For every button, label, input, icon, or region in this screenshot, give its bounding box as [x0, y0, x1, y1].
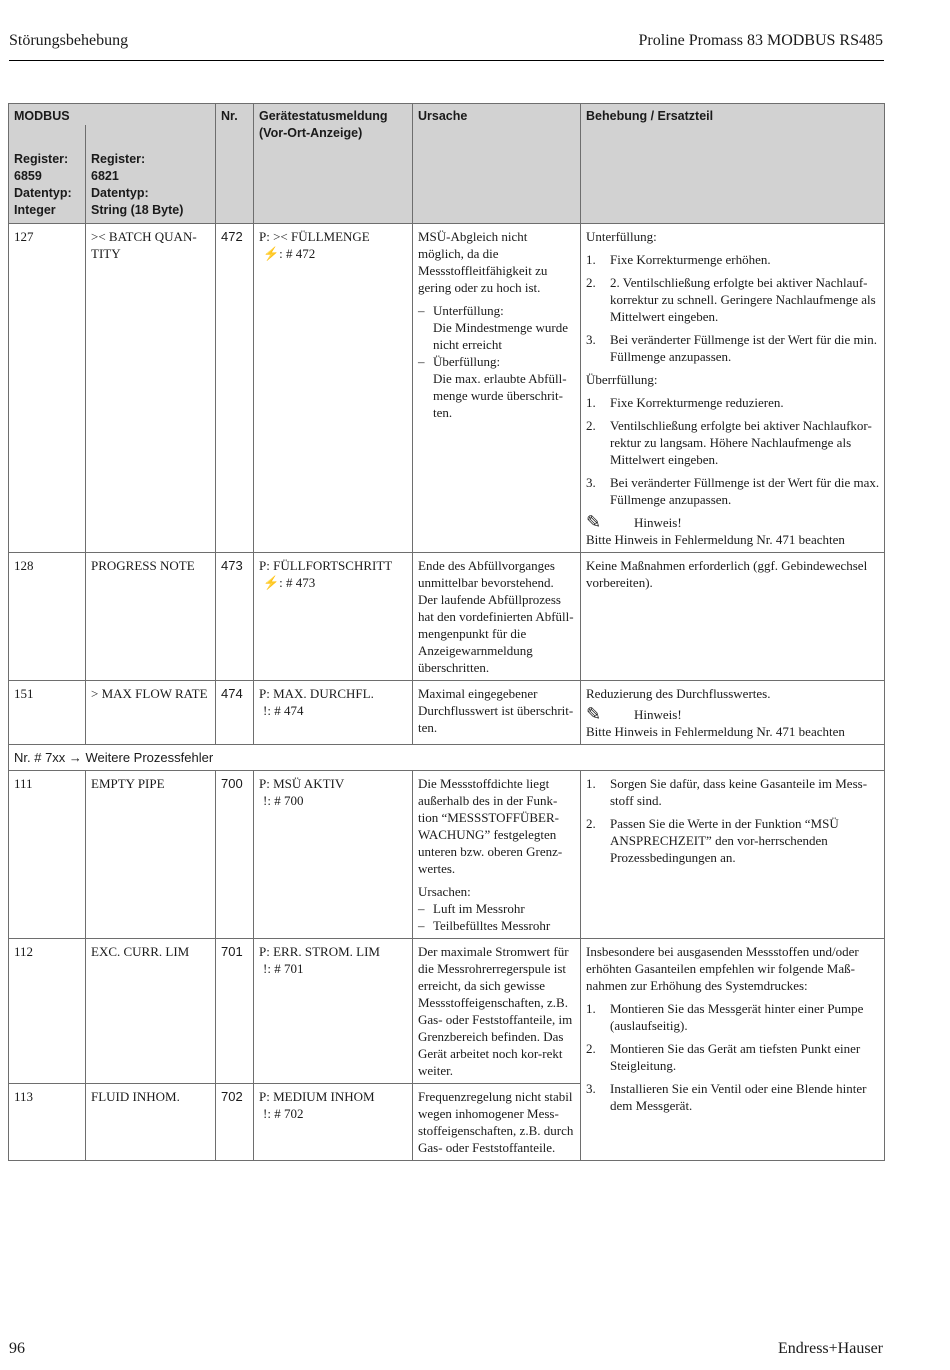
status-line1: P: MSÜ AKTIV	[259, 776, 345, 791]
cell-reg1: 112	[9, 939, 86, 1084]
header-status-line1: Gerätestatusmeldung	[259, 109, 388, 123]
cell-reg2: EMPTY PIPE	[86, 771, 216, 939]
cell-reg1: 111	[9, 771, 86, 939]
table-header-row	[9, 104, 885, 126]
status-line2: !: # 474	[263, 703, 304, 718]
pencil-note-icon: ✎	[586, 704, 602, 724]
remedy-under-list	[586, 251, 880, 365]
cell-remedy-shared	[581, 939, 885, 1161]
remedy-list	[586, 1000, 880, 1114]
cell-reg1: 127	[9, 224, 86, 553]
header-status-line2: (Vor-Ort-Anzeige)	[259, 126, 363, 140]
reg2-label: Register:	[91, 152, 146, 166]
hint-block	[586, 514, 880, 531]
cell-reg2: EXC. CURR. LIM	[86, 939, 216, 1084]
cell-status	[254, 771, 413, 939]
cell-reg1: 128	[9, 553, 86, 681]
status-line2: !: # 701	[263, 961, 304, 976]
list-item: 1. Fixe Korrekturmenge erhöhen.	[586, 252, 771, 267]
status-line2: ⚡: # 472	[263, 246, 316, 261]
header-section-title: Störungsbehebung	[9, 32, 129, 49]
hint-text: Bitte Hinweis in Fehlermeldung Nr. 471 beachten	[586, 724, 845, 739]
status-line1: P: ERR. STROM. LIM	[259, 944, 380, 959]
section-row	[9, 745, 885, 771]
list-item: 3. Installieren Sie ein Ventil oder eine Blende hinter dem Messgerät.	[586, 1081, 867, 1113]
cause-list	[418, 900, 576, 934]
cell-cause: Frequenzregelung nicht stabil wegen inhomogener Mess-stoffeigenschaften, z.B. durch Gas- oder Feststoffanteile.	[413, 1084, 581, 1161]
cell-remedy	[581, 224, 885, 553]
remedy-list	[586, 775, 880, 866]
cell-reg2: FLUID INHOM.	[86, 1084, 216, 1161]
reg2-type: String (18 Byte)	[91, 203, 184, 217]
reg2-text-cont: TITY	[91, 246, 121, 261]
cell-nr: 702	[216, 1084, 254, 1161]
remedy-over-list	[586, 394, 880, 508]
list-item: – Teilbefülltes Messrohr	[418, 918, 551, 933]
cell-status	[254, 939, 413, 1084]
cause-intro: MSÜ-Abgleich nicht möglich, da die Messstoffleitfähigkeit zu gering oder zu hoch ist.	[418, 229, 548, 295]
error-table	[8, 103, 885, 1161]
table-row	[9, 771, 885, 939]
header-register-1	[9, 125, 86, 224]
cell-reg2: PROGRESS NOTE	[86, 553, 216, 681]
pencil-note-icon: ✎	[586, 512, 602, 532]
cell-cause: Maximal eingegebener Durchflusswert ist überschrit-ten.	[413, 681, 581, 745]
cell-status	[254, 553, 413, 681]
remedy-under-label: Unterfüllung:	[586, 229, 657, 244]
reg1-type: Integer	[14, 203, 56, 217]
cell-cause: Der maximale Stromwert für die Messrohrerregerspule ist erreicht, da sich gewisse Messstoffeigenschaften, z.B. Gas- oder Feststoffanteile, im Grenzbereich befinden. Das Gerät arbeitet noch kor-rekt weiter.	[413, 939, 581, 1084]
cell-remedy	[581, 771, 885, 939]
cell-reg1: 113	[9, 1084, 86, 1161]
cell-cause	[413, 771, 581, 939]
status-line1: P: FÜLLFORTSCHRITT	[259, 558, 393, 573]
list-item: – Unterfüllung:	[418, 303, 504, 318]
header-nr: Nr.	[216, 104, 254, 224]
status-line1: P: MEDIUM INHOM	[259, 1089, 375, 1104]
reg2-value: 6821	[91, 169, 119, 183]
list-item: 1. Montieren Sie das Messgerät hinter einer Pumpe (auslaufseitig).	[586, 1001, 864, 1033]
reg1-type-label: Datentyp:	[14, 186, 72, 200]
cause-text: Die Messstoffdichte liegt außerhalb des in der Funk-tion “MESSSTOFFÜBER-WACHUNG” festgelegten unteren bzw. oberen Grenz-wertes.	[418, 776, 563, 876]
cell-reg2: > MAX FLOW RATE	[86, 681, 216, 745]
footer-brand: Endress+Hauser	[778, 1340, 883, 1357]
table-row	[9, 681, 885, 745]
table-row	[9, 553, 885, 681]
header-rule	[9, 60, 884, 61]
header-modbus: MODBUS	[9, 104, 216, 126]
list-item: 3. Bei veränderter Füllmenge ist der Wert für die max. Füllmenge anzupassen.	[586, 475, 880, 507]
header-cause: Ursache	[413, 104, 581, 224]
status-line2: !: # 700	[263, 793, 304, 808]
header-status	[254, 104, 413, 224]
hint-block	[586, 706, 880, 723]
hint-text: Bitte Hinweis in Fehlermeldung Nr. 471 beachten	[586, 532, 845, 547]
remedy-text: Reduzierung des Durchflusswertes.	[586, 686, 771, 701]
status-line2: !: # 702	[263, 1106, 304, 1121]
page-number: 96	[9, 1340, 25, 1357]
cell-remedy: Keine Maßnahmen erforderlich (ggf. Gebindewechsel vorbereiten).	[581, 553, 885, 681]
cell-cause	[413, 224, 581, 553]
reg1-value: 6859	[14, 169, 42, 183]
reg1-label: Register:	[14, 152, 69, 166]
list-item: – Luft im Messrohr	[418, 901, 525, 916]
cause-sub-label: Ursachen:	[418, 884, 471, 899]
status-line1: P: MAX. DURCHFL.	[259, 686, 374, 701]
cell-nr: 473	[216, 553, 254, 681]
reg2-type-label: Datentyp:	[91, 186, 149, 200]
list-item: 1. Sorgen Sie dafür, dass keine Gasanteile im Mess-stoff sind.	[586, 776, 868, 808]
list-item: Die Mindestmenge wurde nicht erreicht	[433, 320, 569, 352]
cell-reg1: 151	[9, 681, 86, 745]
list-item: – Überfüllung:	[418, 354, 501, 369]
list-item: Die max. erlaubte Abfüll-menge wurde überschrit-ten.	[433, 371, 567, 420]
remedy-intro: Insbesondere bei ausgasenden Messstoffen und/oder erhöhten Gasanteilen empfehlen wir folgende Maß-nahmen zur Erhöhung des Systemdruckes:	[586, 944, 859, 993]
cell-status	[254, 681, 413, 745]
cell-status	[254, 224, 413, 553]
status-line2: ⚡: # 473	[263, 575, 316, 590]
table-row	[9, 224, 885, 553]
reg2-text: >< BATCH QUAN-	[91, 229, 197, 244]
status-line1: P: >< FÜLLMENGE	[259, 229, 370, 244]
cause-list	[418, 302, 576, 421]
cell-status	[254, 1084, 413, 1161]
list-item: 2. Ventilschließung erfolgte bei aktiver Nachlaufkor-rektur zu langsam. Höhere Nachlaufmenge als Mittelwert eingeben.	[586, 418, 872, 467]
cell-cause: Ende des Abfüllvorganges unmittelbar bevorstehend. Der laufende Abfüllprozess hat den vordefinierten Abfüll-mengenpunkt für die Anzeigewarnmeldung überschritten.	[413, 553, 581, 681]
cell-nr: 474	[216, 681, 254, 745]
list-item: 2. Montieren Sie das Gerät am tiefsten Punkt einer Steigleitung.	[586, 1041, 861, 1073]
cell-nr: 701	[216, 939, 254, 1084]
section-title: Nr. # 7xx → Weitere Prozessfehler	[9, 745, 885, 771]
list-item: 3. Bei veränderter Füllmenge ist der Wert für die min. Füllmenge anzupassen.	[586, 332, 877, 364]
cell-remedy	[581, 681, 885, 745]
list-item: 2. Passen Sie die Werte in der Funktion “MSÜ ANSPRECHZEIT” den vor-herrschenden Prozessbedingungen an.	[586, 816, 839, 865]
hint-label: Hinweis!	[634, 707, 682, 722]
list-item: 1. Fixe Korrekturmenge reduzieren.	[586, 395, 784, 410]
hint-label: Hinweis!	[634, 515, 682, 530]
remedy-over-label: Überrfüllung:	[586, 372, 658, 387]
list-item: 2. 2. Ventilschließung erfolgte bei aktiver Nachlauf-korrektur zu schnell. Geringere Nachlaufmenge als Mittelwert eingeben.	[586, 275, 876, 324]
header-product-title: Proline Promass 83 MODBUS RS485	[638, 32, 883, 49]
cell-nr: 700	[216, 771, 254, 939]
header-remedy: Behebung / Ersatzteil	[581, 104, 885, 224]
header-register-2	[86, 125, 216, 224]
cell-reg2	[86, 224, 216, 553]
table-row	[9, 939, 885, 1084]
cell-nr: 472	[216, 224, 254, 553]
